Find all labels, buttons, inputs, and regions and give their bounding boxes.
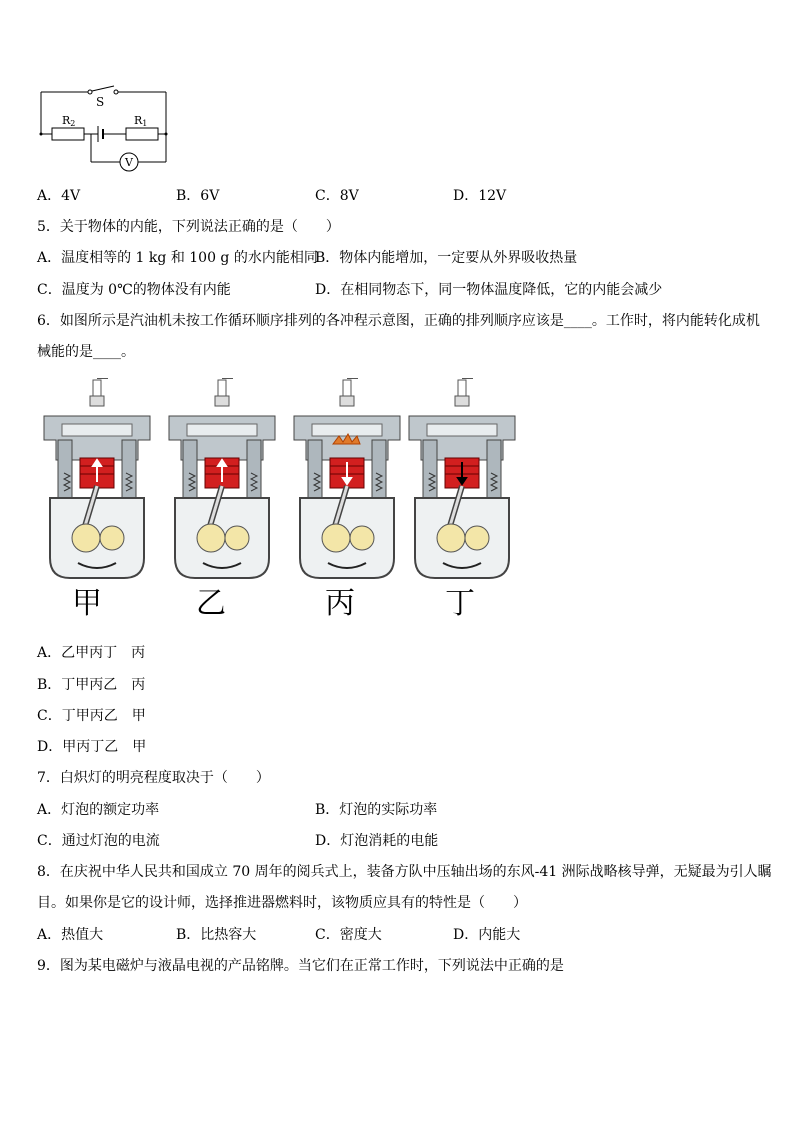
figure-label-yi: 乙 <box>196 586 226 621</box>
q6-option-c: C．丁甲丙乙 甲 <box>37 708 146 724</box>
resistor-r2 <box>52 128 84 140</box>
q5-option-b: B．物体内能增加，一定要从外界吸收热量 <box>315 250 578 266</box>
q7-option-a: A．灯泡的额定功率 <box>37 802 160 818</box>
q4-option-a: A．4V <box>37 188 81 204</box>
q6-option-b: B．丁甲丙乙 丙 <box>37 677 146 693</box>
q7-option-b: B．灯泡的实际功率 <box>315 802 438 818</box>
q4-option-d: D．12V <box>453 188 507 204</box>
q8-option-b: B．比热容大 <box>176 927 257 943</box>
switch-label: S <box>96 95 105 109</box>
q6-stem-line1: 6．如图所示是汽油机未按工作循环顺序排列的各冲程示意图，正确的排列顺序应该是____。工作时，将内能转化成机 <box>37 313 760 329</box>
q4-option-c: C．8V <box>315 188 359 204</box>
q9-stem: 9．图为某电磁炉与液晶电视的产品铭牌。当它们在正常工作时，下列说法中正确的是 <box>37 958 564 974</box>
r1-label: R1 <box>134 114 148 128</box>
q7-option-d: D．灯泡消耗的电能 <box>315 833 439 849</box>
circuit-diagram <box>36 84 172 178</box>
q5-option-d: D．在相同物态下，同一物体温度降低，它的内能会减少 <box>315 282 663 298</box>
q5-stem: 5．关于物体的内能，下列说法正确的是（ ） <box>37 219 340 235</box>
q4-option-b: B．6V <box>176 188 220 204</box>
q8-stem-line2: 目。如果你是它的设计师，选择推进器燃料时，该物质应具有的特性是（ ） <box>37 895 527 911</box>
q5-option-c: C．温度为 0℃的物体没有内能 <box>37 282 231 298</box>
q7-option-c: C．通过灯泡的电流 <box>37 833 160 849</box>
q8-option-d: D．内能大 <box>453 927 521 943</box>
q5-option-a: A．温度相等的 1 kg 和 100 g 的水内能相同 <box>37 250 318 266</box>
resistor-r1 <box>126 128 158 140</box>
q8-option-a: A．热值大 <box>37 927 104 943</box>
q8-option-c: C．密度大 <box>315 927 382 943</box>
q6-stem-line2: 械能的是____。 <box>37 344 135 360</box>
engine-diagrams <box>38 378 518 588</box>
figure-label-bing: 丙 <box>325 586 355 621</box>
q8-stem-line1: 8．在庆祝中华人民共和国成立 70 周年的阅兵式上，装备方队中压轴出场的东风-41 洲际战略核导弹，无疑最为引人瞩 <box>37 864 772 880</box>
voltmeter-label: V <box>125 156 133 169</box>
figure-label-jia: 甲 <box>72 586 102 621</box>
figure-label-ding: 丁 <box>445 586 475 621</box>
q6-option-a: A．乙甲丙丁 丙 <box>37 645 146 661</box>
q6-option-d: D．甲丙丁乙 甲 <box>37 739 147 755</box>
r2-label: R2 <box>62 114 76 128</box>
q7-stem: 7．白炽灯的明亮程度取决于（ ） <box>37 770 270 786</box>
